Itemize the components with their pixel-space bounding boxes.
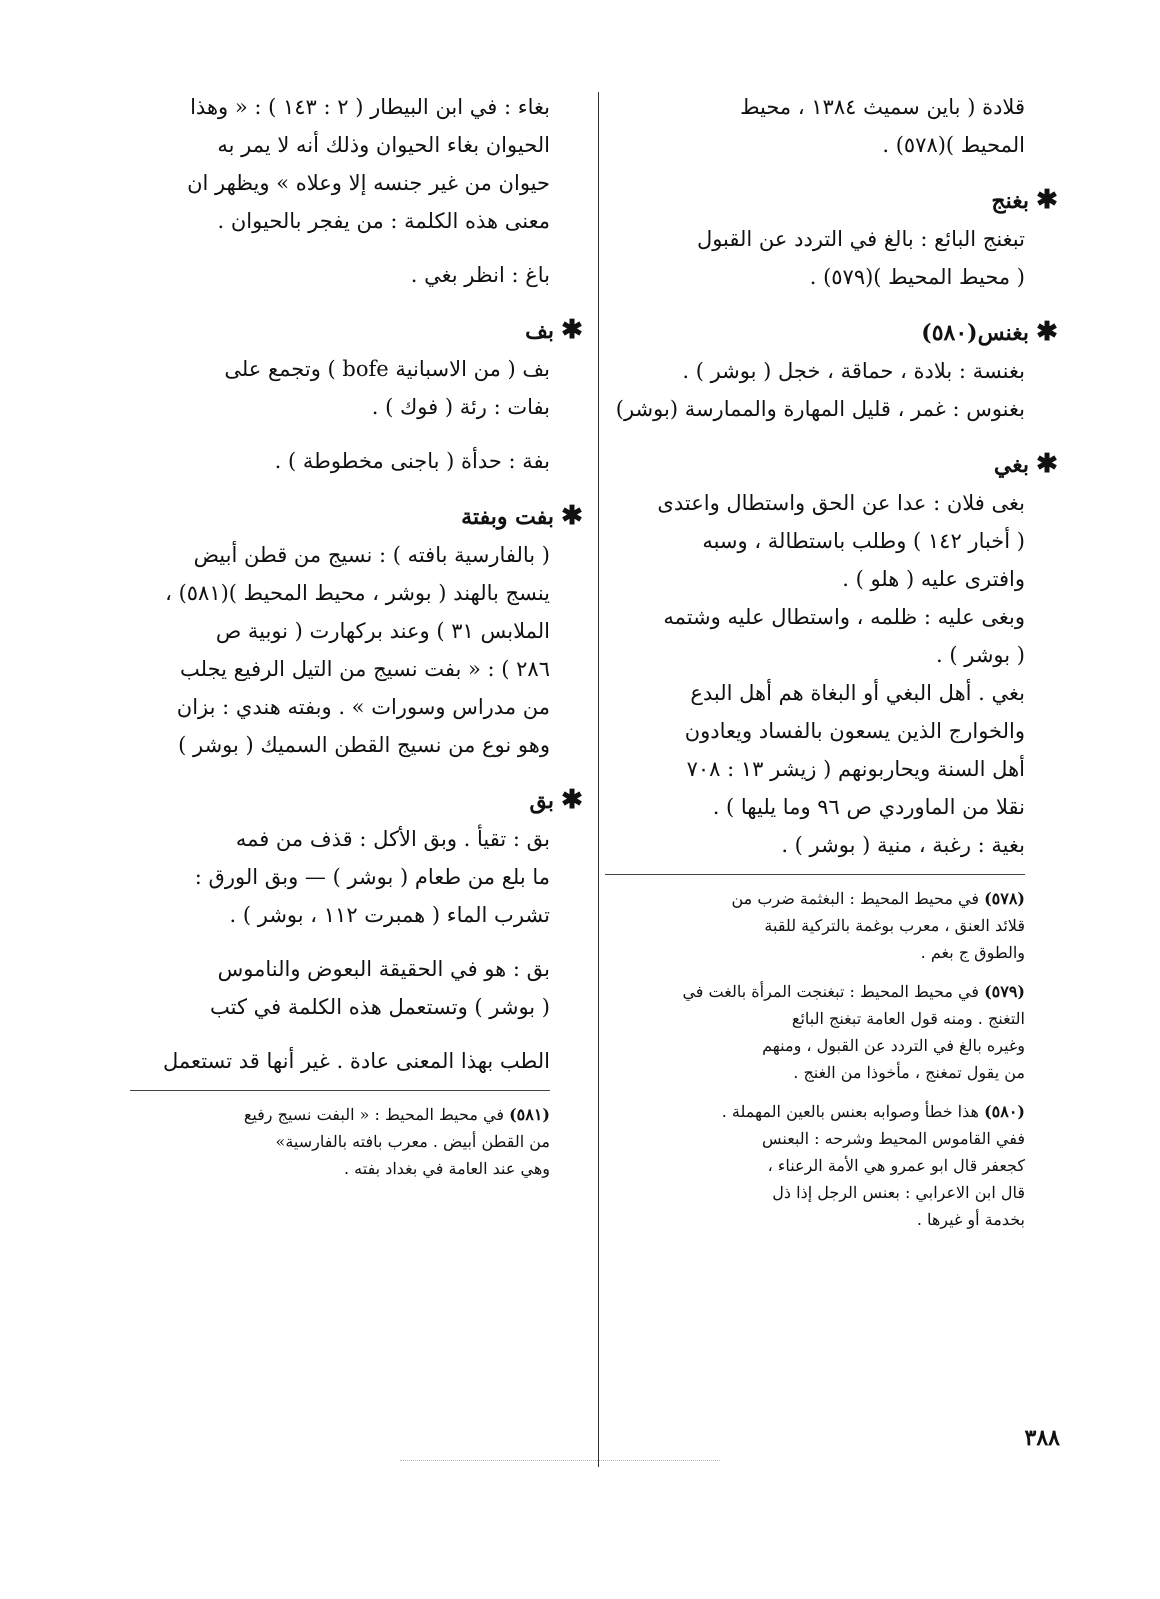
entry-baghnas xyxy=(605,312,1058,428)
right-column xyxy=(605,88,1058,1233)
footnote-number: (٥٨١) xyxy=(509,1105,550,1124)
text-line: تبغنج البائع : بالغ في التردد عن القبول xyxy=(696,227,1025,251)
footnote-text: التغنج . ومنه قول العامة تبغنج البائع xyxy=(791,1009,1025,1028)
footnote-text: كجعفر قال ابو عمرو هي الأمة الرعناء ، xyxy=(767,1156,1025,1175)
text-line: الحيوان بغاء الحيوان وذلك أنه لا يمر به xyxy=(217,133,550,157)
asterisk-icon: ✱ xyxy=(561,501,583,531)
footnote xyxy=(130,1101,550,1182)
footnote-text: بخدمة أو غيرها . xyxy=(916,1210,1025,1229)
text-line: بغاء : في ابن البيطار ( ٢ : ١٤٣ ) : « وهذا xyxy=(190,95,550,119)
text-line: وبغى عليه : ظلمه ، واستطال عليه وشتمه xyxy=(663,605,1025,629)
text-line: بق : تقيأ . وبق الأكل : قذف من فمه xyxy=(235,827,550,851)
text-line: بغي . أهل البغي أو البغاة هم أهل البدع xyxy=(690,681,1025,705)
asterisk-icon: ✱ xyxy=(1036,185,1058,215)
text-line: ( بوشر ) . xyxy=(936,643,1025,667)
text-line: بفة : حدأة ( باجنى مخطوطة ) . xyxy=(274,449,550,473)
text-line: باغ : انظر بغي . xyxy=(410,263,550,287)
footnote-number: (٥٧٩) xyxy=(984,982,1025,1001)
text-line: معنى هذه الكلمة : من يفجر بالحيوان . xyxy=(217,209,550,233)
entry-headword: بف xyxy=(525,318,554,344)
footnote-number: (٥٧٨) xyxy=(984,889,1025,908)
text-line: ينسج بالهند ( بوشر ، محيط المحيط )(٥٨١) ، xyxy=(165,581,550,605)
text-line: بفات : رئة ( فوك ) . xyxy=(371,395,550,419)
footnotes-right xyxy=(605,885,1025,1233)
text-line: المحيط )(٥٧٨) . xyxy=(882,133,1025,157)
footnote-divider xyxy=(130,1090,550,1091)
asterisk-icon: ✱ xyxy=(561,315,583,345)
entry-headword: بغي xyxy=(993,452,1029,478)
footnote-text: في محيط المحيط : « البفت نسيج رفيع xyxy=(243,1105,504,1124)
text-line: نقلا من الماوردي ص ٩٦ وما يليها ) . xyxy=(712,795,1025,819)
entry-baqq xyxy=(130,780,583,1080)
footnote-text: من القطن أبيض . معرب بافته بالفارسية» xyxy=(275,1132,550,1151)
text-line: تشرب الماء ( همبرت ١١٢ ، بوشر ) . xyxy=(229,903,550,927)
entry-headword: بغنس(٥٨٠) xyxy=(921,320,1029,346)
asterisk-icon: ✱ xyxy=(1036,317,1058,347)
text-line: حيوان من غير جنسه إلا وعلاه » ويظهر ان xyxy=(187,171,550,195)
footnote-text: والطوق ج بغم . xyxy=(920,943,1025,962)
footnote xyxy=(605,978,1025,1086)
text-line: ٢٨٦ ) : « بفت نسيج من التيل الرفيع يجلب xyxy=(180,657,550,681)
text-line: وافترى عليه ( هلو ) . xyxy=(842,567,1025,591)
footnote-text: في محيط المحيط : تبغنجت المرأة بالغت في xyxy=(682,982,979,1001)
footnote xyxy=(605,885,1025,966)
footnote-text: في محيط المحيط : البغثمة ضرب من xyxy=(731,889,979,908)
text-line: ( بالفارسية بافته ) : نسيج من قطن أبيض xyxy=(193,543,550,567)
footnotes-left xyxy=(130,1101,550,1182)
entry-headword: بق xyxy=(529,788,554,814)
text-line: بغنسة : بلادة ، حماقة ، خجل ( بوشر ) . xyxy=(682,359,1025,383)
footnote-text: وهي عند العامة في بغداد بفته . xyxy=(343,1159,550,1178)
entry-baghnaj xyxy=(605,180,1058,296)
text-line: بق : هو في الحقيقة البعوض والناموس xyxy=(217,957,550,981)
footnote-text: وغيره بالغ في التردد عن القبول ، ومنهم xyxy=(762,1036,1025,1055)
footnote xyxy=(605,1098,1025,1233)
entry-baff xyxy=(130,310,583,480)
text-line: بغنوس : غمر ، قليل المهارة والممارسة (بوشر) xyxy=(615,397,1025,421)
text-line: أهل السنة ويحاربونهم ( زيشر ١٣ : ٧٠٨ xyxy=(686,757,1025,781)
footnote-text: من يقول تمغنج ، مأخوذا من الغنج . xyxy=(793,1063,1025,1082)
footnote-text: قلائد العنق ، معرب بوغمة بالتركية للقبة xyxy=(764,916,1025,935)
text-line: والخوارج الذين يسعون بالفساد ويعادون xyxy=(684,719,1025,743)
text-line: ( أخبار ١٤٢ ) وطلب باستطالة ، وسبه xyxy=(702,529,1025,553)
text-line: وهو نوع من نسيج القطن السميك ( بوشر ) xyxy=(178,733,550,757)
column-divider xyxy=(598,92,599,1467)
entry-baghy xyxy=(605,444,1058,864)
page-number: ٣٨٨ xyxy=(1024,1425,1060,1451)
asterisk-icon: ✱ xyxy=(561,785,583,815)
footnote-number: (٥٨٠) xyxy=(984,1102,1025,1121)
text-line: الطب بهذا المعنى عادة . غير أنها قد تستعمل xyxy=(163,1049,550,1073)
text-line: الملابس ٣١ ) وعند بركهارت ( نوبية ص xyxy=(215,619,550,643)
entry-baft xyxy=(130,496,583,764)
footnote-divider xyxy=(605,874,1025,875)
left-column xyxy=(130,88,583,1182)
text-line: بغى فلان : عدا عن الحق واستطال واعتدى xyxy=(657,491,1025,515)
asterisk-icon: ✱ xyxy=(1036,449,1058,479)
text-line: ( محيط المحيط )(٥٧٩) . xyxy=(809,265,1025,289)
footnote-text: قال ابن الاعرابي : بعنس الرجل إذا ذل xyxy=(772,1183,1025,1202)
footnote-text: ففي القاموس المحيط وشرحه : البعنس xyxy=(762,1129,1025,1148)
entry-headword: بفت وبفتة xyxy=(461,504,554,530)
text-line: ( بوشر ) وتستعمل هذه الكلمة في كتب xyxy=(210,995,550,1019)
footnote-text: هذا خطأ وصوابه بعنس بالعين المهملة . xyxy=(721,1102,979,1121)
text-line: قلادة ( باين سميث ١٣٨٤ ، محيط xyxy=(740,95,1025,119)
entry-headword: بغنج xyxy=(991,188,1029,214)
text-line: من مدراس وسورات » . وبفته هندي : بزان xyxy=(176,695,550,719)
scan-artifact xyxy=(400,1460,720,1462)
text-line: بف ( من الاسبانية bofe ) وتجمع على xyxy=(224,357,550,381)
text-line: ما بلع من طعام ( بوشر ) — وبق الورق : xyxy=(194,865,550,889)
text-line: بغية : رغبة ، منية ( بوشر ) . xyxy=(781,833,1025,857)
